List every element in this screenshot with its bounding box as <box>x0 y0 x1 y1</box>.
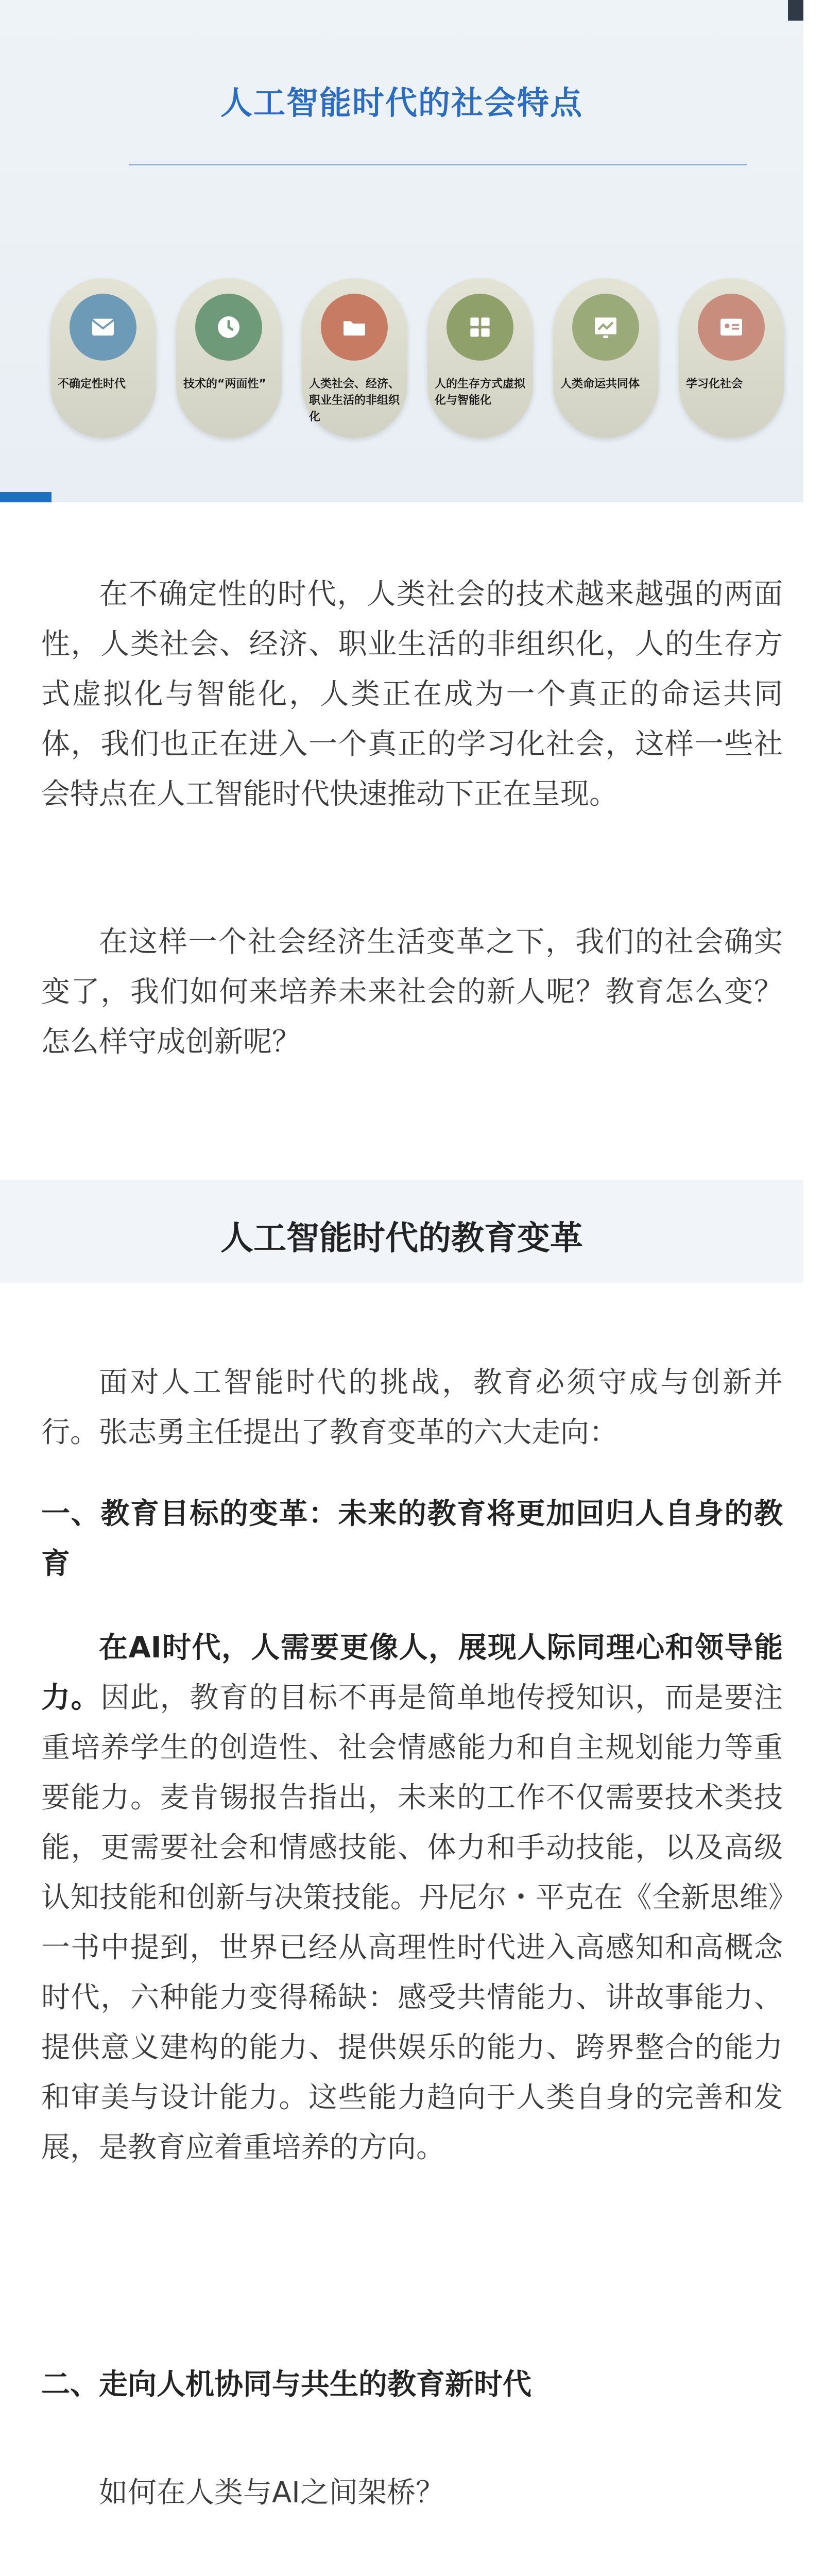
pill-label: 人的生存方式虚拟化与智能化 <box>435 378 526 407</box>
title-underline <box>129 164 747 165</box>
banner-infographic <box>0 0 803 502</box>
pill-icon-circle <box>70 294 136 361</box>
pill-icon-circle <box>195 294 262 361</box>
pill-duality <box>176 278 282 438</box>
chart-icon <box>591 313 620 342</box>
grid-icon <box>466 313 494 342</box>
heading-human-ai-symbiosis: 二、走向人机协同与共生的教育新时代 <box>41 2368 531 2401</box>
pill-label: 人类命运共同体 <box>560 378 640 391</box>
key-sentence: 在AI时代，人需要更像人，展现人际同理心和领导能力。 <box>41 1631 783 1715</box>
id-card-icon <box>717 313 746 342</box>
pill-learning-society <box>679 278 784 438</box>
paragraph-how-education-changes: 在这样一个社会经济生活变革之下，我们的社会确实变了，我们如何来培养未来社会的新人呢？教育怎么变？怎么样守成创新呢？ <box>41 925 783 1059</box>
clock-icon <box>214 313 243 342</box>
pill-label: 人类社会、经济、职业生活的非组织化 <box>309 378 400 423</box>
pill-uncertainty <box>50 278 156 438</box>
banner-accent-tick <box>0 492 52 502</box>
corner-mark <box>788 0 803 21</box>
envelope-icon <box>89 313 117 342</box>
heading-goal-change: 一、教育目标的变革：未来的教育将更加回归人自身的教育 <box>41 1497 783 1581</box>
paragraph-social-features: 在不确定性的时代，人类社会的技术越来越强的两面性，人类社会、经济、职业生活的非组织化，人的生存方式虚拟化与智能化，人类正在成为一个真正的命运共同体，我们也正在进入一个真正的学习化社会，这样一些社会特点在人工智能时代快速推动下正在呈现。 <box>41 578 783 811</box>
pill-icon-circle <box>447 294 513 361</box>
section-header <box>0 1180 803 1283</box>
paragraph-intro: 面对人工智能时代的挑战，教育必须守成与创新并行。张志勇主任提出了教育变革的六大走向： <box>41 1366 783 1449</box>
pill-label: 不确定性时代 <box>58 378 126 391</box>
section-title: 人工智能时代的教育变革 <box>220 1219 583 1258</box>
pill-icon-circle <box>321 294 388 361</box>
folder-icon <box>340 313 369 342</box>
pill-label: 技术的“两面性” <box>183 378 266 391</box>
banner-title: 人工智能时代的社会特点 <box>220 84 583 122</box>
pill-virtualization <box>427 278 533 438</box>
pill-disorganization <box>302 278 407 438</box>
pill-shared-future <box>553 278 659 438</box>
paragraph-question: 如何在人类与AI之间架桥？ <box>99 2476 444 2510</box>
paragraph-goal-detail <box>41 1623 783 2173</box>
pill-icon-circle <box>572 294 639 361</box>
feature-pills <box>0 278 803 438</box>
pill-label: 学习化社会 <box>686 378 743 391</box>
paragraph-goal-rest: 因此，教育的目标不再是简单地传授知识，而是要注重培养学生的创造性、社会情感能力和自主规划能力等重要能力。麦肯锡报告指出，未来的工作不仅需要技术类技能，更需要社会和情感技能、体力和手动技能，以及高级认知技能和创新与决策技能。丹尼尔・平克在《全新思维》一书中提到，世界已经从高理性时代进入高感知和高概念时代，六种能力变得稀缺：感受共情能力、讲故事能力、提供意义建构的能力、提供娱乐的能力、跨界整合的能力和审美与设计能力。这些能力趋向于人类自身的完善和发展，是教育应着重培养的方向。 <box>41 1681 783 2164</box>
pill-icon-circle <box>698 294 765 361</box>
